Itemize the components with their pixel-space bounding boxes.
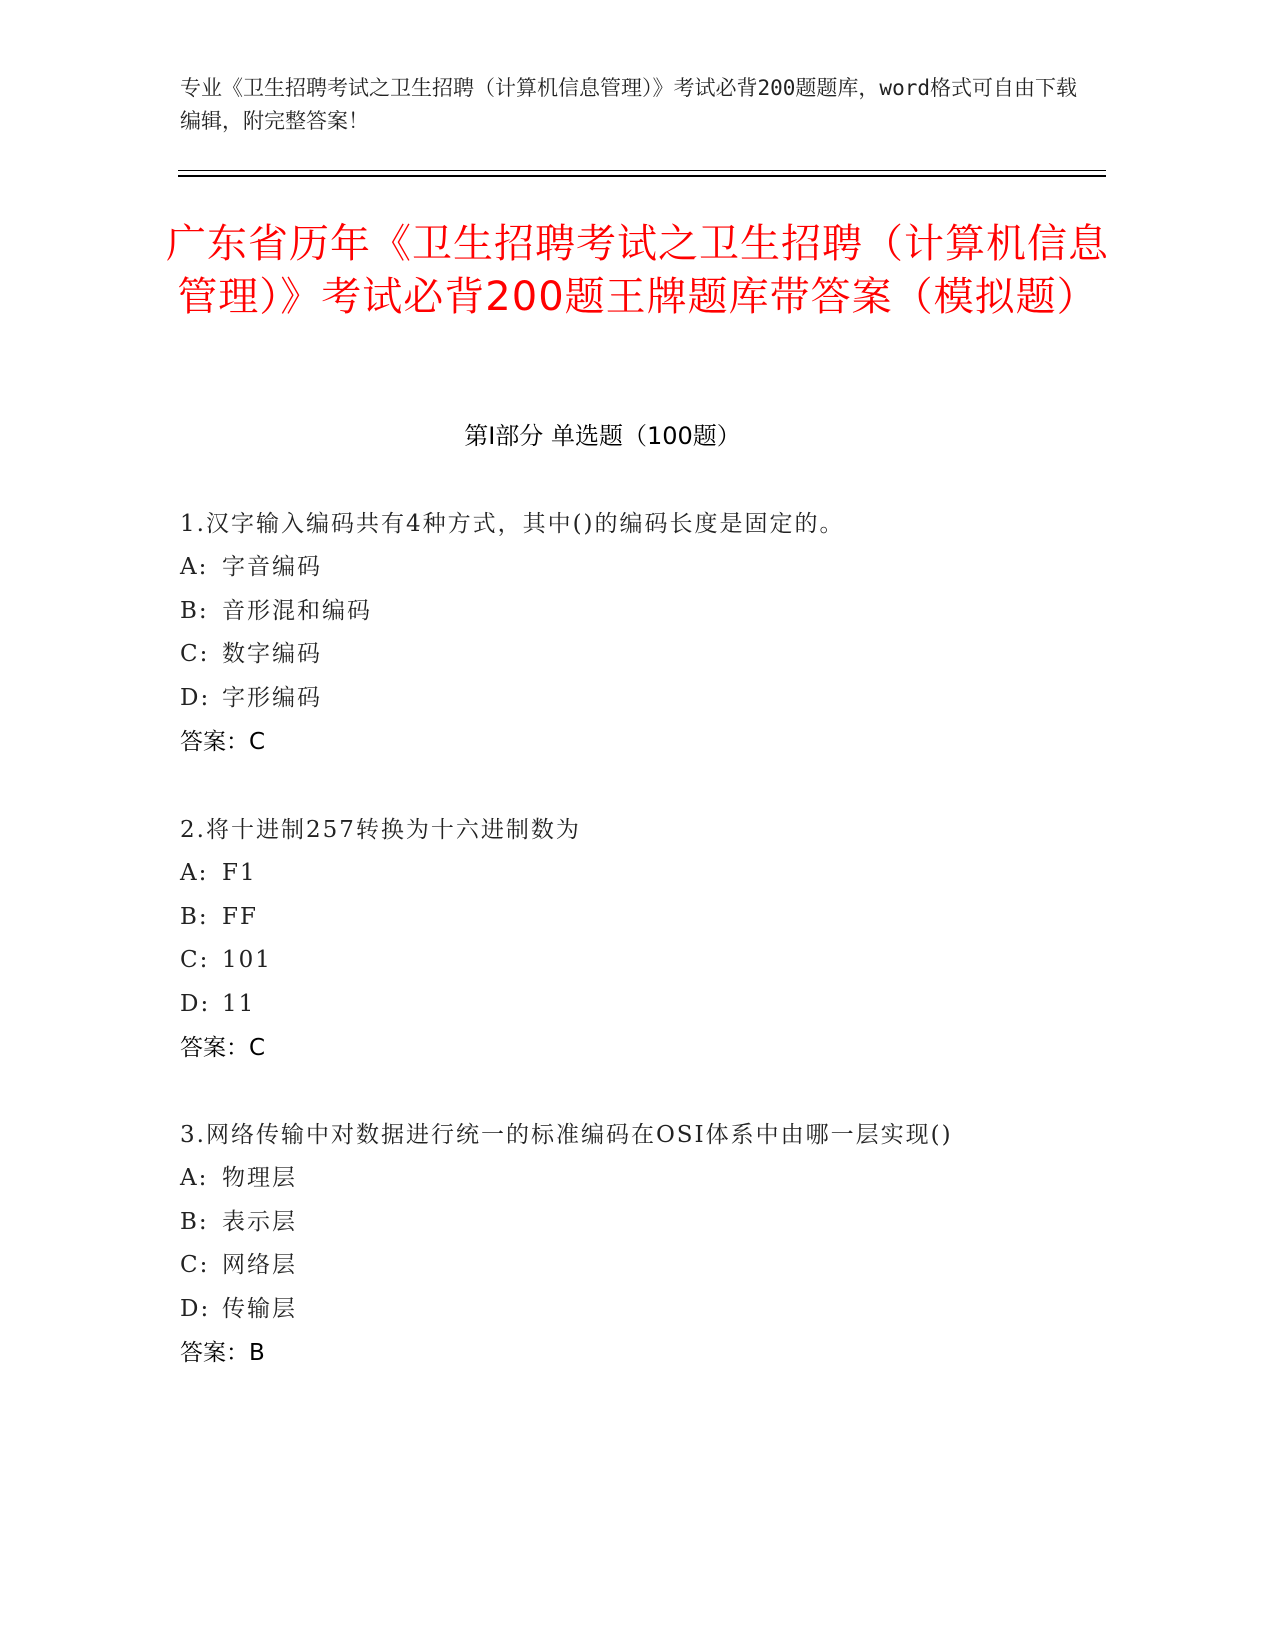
option-key: A: (180, 554, 209, 580)
option-a (180, 546, 1060, 590)
answer-line: 答案：C (180, 729, 266, 755)
option-b (180, 896, 1060, 940)
answer-line: 答案：B (180, 1340, 265, 1366)
option-text: 数字编码 (222, 641, 322, 667)
answer-line: 答案：C (180, 1035, 266, 1061)
option-a (180, 1157, 1060, 1201)
question-text: 3.网络传输中对数据进行统一的标准编码在OSI体系中由哪一层实现() (180, 1122, 953, 1148)
option-b (180, 1201, 1060, 1245)
option-c (180, 1244, 1060, 1288)
option-key: D: (180, 990, 211, 1017)
option-key: A: (180, 1165, 209, 1191)
option-text: FF (222, 903, 258, 930)
question-text: 2.将十进制257转换为十六进制数为 (180, 817, 581, 843)
header-note: 专业《卫生招聘考试之卫生招聘（计算机信息管理）》考试必背200题题库，word格式可自由下载编辑，附完整答案！ (180, 76, 1077, 133)
option-key: B: (180, 1208, 209, 1235)
option-text: 11 (222, 990, 256, 1017)
option-d (180, 1288, 1060, 1332)
option-key: B: (180, 903, 209, 930)
question-3 (180, 1114, 1060, 1375)
option-key: C: (180, 947, 210, 973)
option-text: 字形编码 (222, 684, 322, 711)
option-text: 物理层 (222, 1165, 297, 1191)
option-c (180, 939, 1060, 983)
option-key: D: (180, 1295, 211, 1322)
document-title: 广东省历年《卫生招聘考试之卫生招聘（计算机信息管理）》考试必背200题王牌题库带答案（模拟题） (166, 221, 1109, 320)
option-d (180, 983, 1060, 1027)
option-text: 字音编码 (222, 554, 322, 580)
option-c (180, 633, 1060, 677)
option-text: 101 (222, 947, 272, 973)
option-key: C: (180, 641, 210, 667)
section-heading: 第Ⅰ部分 单选题（100题） (464, 422, 741, 450)
header-divider-thick (178, 175, 1106, 177)
option-b (180, 590, 1060, 634)
option-a (180, 852, 1060, 896)
option-text: 音形混和编码 (222, 597, 372, 624)
option-key: D: (180, 684, 211, 711)
option-text: F1 (222, 860, 257, 886)
header-divider-thin (178, 170, 1106, 171)
option-d (180, 677, 1060, 721)
option-key: C: (180, 1252, 210, 1278)
question-text: 1.汉字输入编码共有4种方式，其中()的编码长度是固定的。 (180, 511, 845, 537)
question-1 (180, 503, 1060, 764)
option-text: 网络层 (222, 1252, 297, 1278)
question-2 (180, 809, 1060, 1070)
option-key: A: (180, 860, 209, 886)
option-key: B: (180, 597, 209, 624)
option-text: 表示层 (222, 1208, 297, 1235)
option-text: 传输层 (222, 1295, 297, 1322)
